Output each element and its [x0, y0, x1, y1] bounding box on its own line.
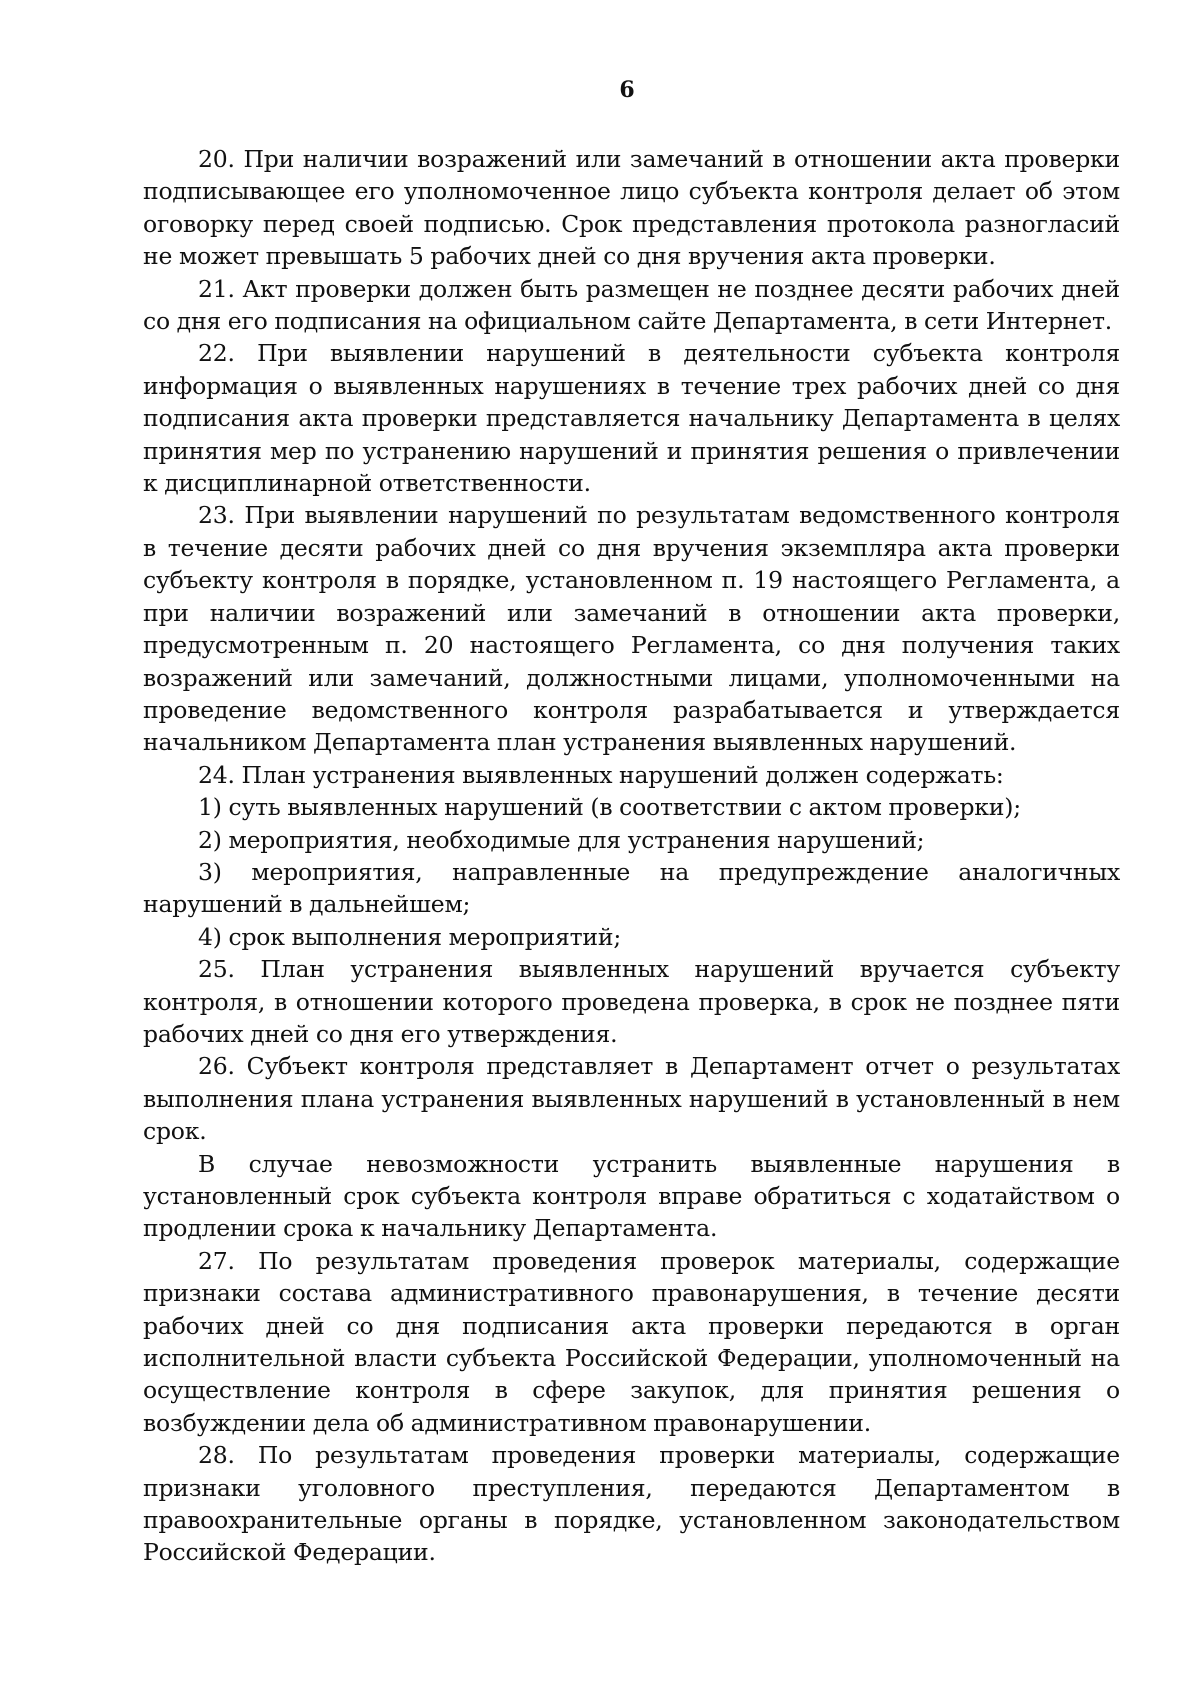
list-item-4: 4) срок выполнения мероприятий;	[198, 922, 622, 951]
paragraph-20: 20. При наличии возражений или замечаний в отношении акта проверки подписывающее его уполномоченное лицо субъекта контроля делает об этом оговорку перед своей подписью. Срок представления протокола разногласий не может превышать 5 рабочих дней со дня вручения акта проверки.	[143, 145, 1120, 271]
page-number: 6	[619, 77, 635, 103]
paragraph-24: 24. План устранения выявленных нарушений должен содержать:	[198, 760, 1004, 789]
document-body	[143, 143, 1120, 1569]
paragraph-26: 26. Субъект контроля представляет в Департамент отчет о результатах выполнения плана устранения выявленных нарушений в установленный в нем срок.	[143, 1052, 1120, 1146]
list-item-1: 1) суть выявленных нарушений (в соответствии с актом проверки);	[198, 793, 1021, 822]
paragraph-21: 21. Акт проверки должен быть размещен не позднее десяти рабочих дней со дня его подписания на официальном сайте Департамента, в сети Интернет.	[143, 274, 1120, 336]
paragraph-23: 23. При выявлении нарушений по результатам ведомственного контроля в течение десяти рабочих дней со дня вручения экземпляра акта проверки субъекту контроля в порядке, установленном п. 19 настоящего Регламента, а при наличии возражений или замечаний в отношении акта проверки, предусмотренным п. 20 настоящего Регламента, со дня получения таких возражений или замечаний, должностными лицами, уполномоченными на проведение ведомственного контроля разрабатывается и утверждается начальником Департамента план устранения выявленных нарушений.	[143, 501, 1120, 757]
paragraph-22: 22. При выявлении нарушений в деятельности субъекта контроля информация о выявленных нарушениях в течение трех рабочих дней со дня подписания акта проверки представляется начальнику Департамента в целях принятия мер по устранению нарушений и принятия решения о привлечении к дисциплинарной ответственности.	[143, 339, 1120, 498]
paragraph-27: 27. По результатам проведения проверок материалы, содержащие признаки состава административного правонарушения, в течение десяти рабочих дней со дня подписания акта проверки передаются в орган исполнительной власти субъекта Российской Федерации, уполномоченный на осуществление контроля в сфере закупок, для принятия решения о возбуждении дела об административном правонарушении.	[143, 1246, 1120, 1437]
list-item-2: 2) мероприятия, необходимые для устранения нарушений;	[198, 825, 925, 854]
paragraph-26-extension: В случае невозможности устранить выявленные нарушения в установленный срок субъекта контроля вправе обратиться с ходатайством о продлении срока к начальнику Департамента.	[143, 1149, 1120, 1243]
paragraph-25: 25. План устранения выявленных нарушений вручается субъекту контроля, в отношении которого проведена проверка, в срок не позднее пяти рабочих дней со дня его утверждения.	[143, 955, 1120, 1048]
paragraph-28: 28. По результатам проведения проверки материалы, содержащие признаки уголовного преступления, передаются Департаментом в правоохранительные органы в порядке, установленном законодательством Российской Федерации.	[143, 1441, 1120, 1567]
list-item-3: 3) мероприятия, направленные на предупреждение аналогичных нарушений в дальнейшем;	[143, 857, 1120, 919]
